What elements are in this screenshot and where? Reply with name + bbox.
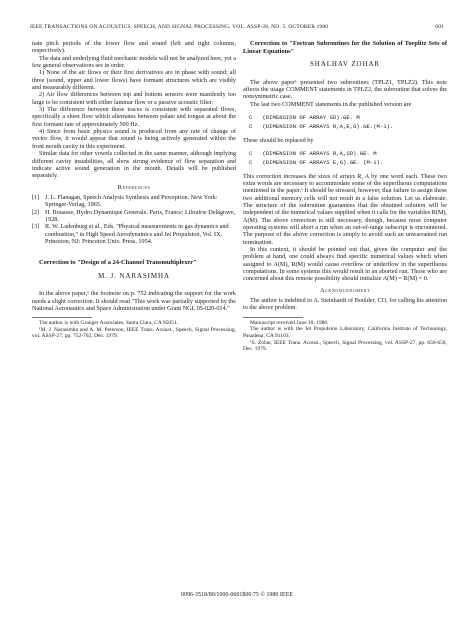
reference-item [32,209,236,224]
running-header [30,24,444,30]
acknowledgment-text: The author is indebted to A. Steinhardt of Boulder, CO, for calling his attention to the above problem. [243,297,447,312]
references-list [32,194,236,245]
correction-author: SHALHAV ZOHAR [310,60,380,69]
references-heading: References [117,183,151,191]
observation-4: 4) Since from basic physics sound is produced from any rate of change of vector flow, it would appear that sound is being actively generated within the front mouth cavity in this experiment. [32,128,236,150]
code-line: C (DIMENSION OF ARRAYS R,A,E,G).GE.(M-1). [249,123,394,131]
reference-text: R. W. Ladenburg et al., Eds. "Physical measurements in gas dynamics and combustion," in High Speed Aerodynamics and Jet Propulsion, Vol. IX. Princeton, NJ: Princeton Univ. Press, 1954. [45,223,229,245]
page-number: 601 [435,24,444,30]
paragraph: The last two COMMENT statements in the published version are [250,100,412,108]
footnote-rule [243,317,303,318]
code-line: C (DIMENSION OF ARRAYS E,G).GE. (M-1). [249,159,384,167]
footnote-reference: ¹S. Zohar, IEEE Trans. Acoust., Speech, Signal Processing, vol. ASSP-27, pp. 656-658, Dec. 1979. [243,339,447,353]
paragraph: The above paper¹ presented two subroutines (TPLZ1, TPLZ2). This note affects the usage COMMENT statements in TPLZ2, the subroutine that solves the nonsymmetric case. [243,78,447,101]
correction-title: Correction to "Design of a 24-Channel Transmultiplexer" [39,259,197,267]
paragraph: Similar data for other vowels collected in the same manner, although implying different cavity instabilities, all show strong evidence of flow separation and indicate active sound generation in the mouth. Details will be published separately. [32,150,236,180]
correction-author: M. J. NARASIMHA [98,271,170,280]
observation-2: 2) Air flow differences between top and bottom sensors were manifestly too large to be consistent with either laminar flow or a passive acoustic filter. [32,91,236,106]
paragraph: In this context, it should be pointed out that, given the computer and the problem at hand, one could always find specific numerical values which when assigned to A(M), R(M) would cause overflow or underflow in the superfluous computations. In some systems this would result in an aborted run. Those who are concerned about this remote possibility should initialize A(M) = R(M) = 0. [243,246,447,283]
reference-number: [1] [32,193,40,201]
manuscript-received: Manuscript received June 10, 1980. [250,319,329,326]
correction-title: Correction to "Fortran Subroutines for the Solution of Toeplitz Sets of Linear Equations" [243,40,447,55]
correction-body: In the above paper,¹ the footnote on p. 752 indicating the support for the work needs a slight correction. It should read "This work was partially supported by the National Aeronautics and Space Administration under Grant NGL 05-020-014." [32,290,236,312]
code-line: C (DIMENSION OF ARRAYS R,A,SD).GE. M [249,149,377,157]
paragraph: This correction increases the sizes of arrays R, A by one word each. These two extra words are necessary to accommodate some of the superfluous computations mentioned in the paper.¹ It should be stressed, however, that failure to assign these two additional memory cells will not result in a false solution. Let us elaborate. The structure of the subroutine guarantees that the obtained solution will be independent of the numerical values supplied when it calls for the variables R(M), A(M). The above correction is still necessary, though, because most computer operating systems will abort a run when an out-of-range subscript is encountered. The purpose of the above correction is simply to avoid such an unwarranted run termination. [243,172,447,246]
intro-text: nate pitch periods of the lower flow and sound (left and right columns, respectively). [32,40,236,55]
observation-1: 1) None of the air flows or their first derivatives are in phase with sound; all three (sound, upper and lower flows) have formant structures which are visibly and measurably different. [32,69,236,92]
reference-number: [2] [32,208,40,216]
author-affiliation: The author is with Granger Associates, Santa Clara, CA 95051. [39,320,179,327]
left-column [32,40,236,340]
paragraph: The data and underlying fluid mechanic models will not be analyzed here, yet a few general observations are in order. [32,54,236,70]
footnote-reference: ¹M. J. Narasimha and A. M. Peterson, IEEE Trans. Acoust., Speech, Signal Processing, vol. ASSP-27, pp. 752-762, Dec. 1979. [32,326,236,340]
author-affiliation: The author is with the Jet Propulsion Laboratory, California Institute of Technology, Pasadena, CA 91103. [243,326,447,339]
right-column [243,40,447,353]
footnote-rule [32,317,92,318]
header-journal: IEEE TRANSACTIONS ON ACOUSTICS, SPEECH, AND SIGNAL PROCESSING, VOL. ASSP-28, NO. 5, OCTOBER 1980 [30,24,329,30]
observation-3: 3) The difference between these traces is consistent with separated flows, specifically a sheet flow which alternates between palate and tongue at about the first formant rate of approximately 500 Hz. [32,106,236,128]
reference-number: [3] [32,223,40,231]
paragraph: These should be replaced by [243,136,314,144]
acknowledgment-heading: Acknowledgment [319,286,371,294]
reference-text: J. L. Flanagan, Speech Analysis Synthesis and Perception. New York: Springer-Verlag, 1965. [45,193,218,209]
code-line: C (DIMENSION OF ARRAY SD).GE. M [249,113,360,121]
copyright-footer: 0096-3518/80/1000-0601$00.75 © 1980 IEEE [181,592,293,598]
reference-item [32,223,236,245]
reference-item [32,194,236,209]
reference-text: H. Bouasse, Hydro Dynamique Generale. Paris, France: Librairie Delagrave, 1928. [45,208,236,223]
